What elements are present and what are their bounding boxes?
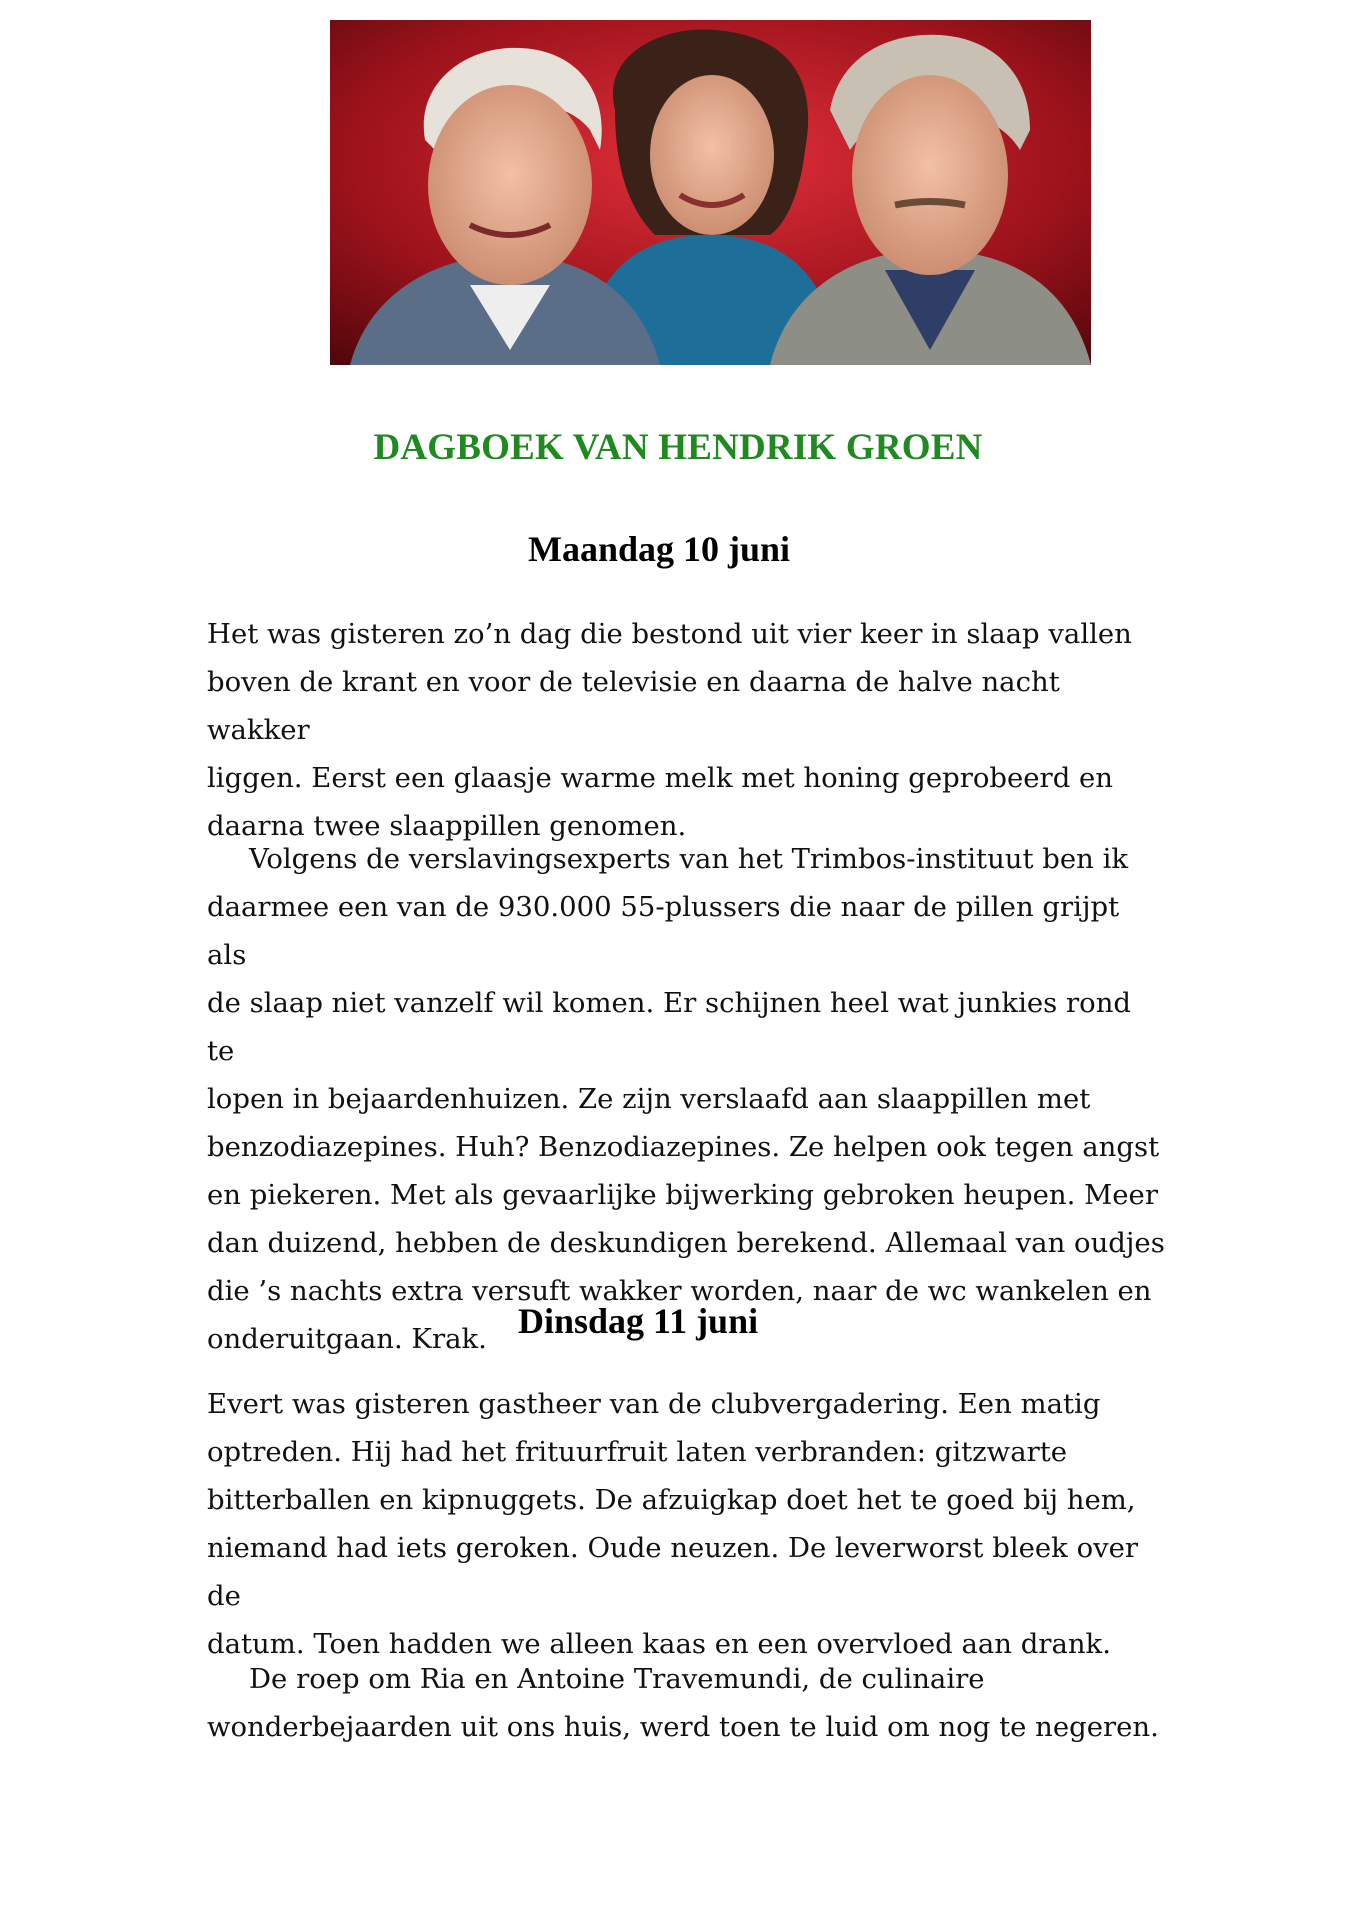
entry-paragraph: Het was gisteren zo’n dag die bestond uit vier keer in slaap vallen boven de krant en voor de televisie en daarna de halve nacht wakker liggen. Eerst een glaasje warme melk met honing geprobeerd en daarna twee slaappillen genomen. — [207, 618, 1132, 842]
document-title: DAGBOEK VAN HENDRIK GROEN — [373, 427, 983, 468]
entry-paragraph: Evert was gisteren gastheer van de clubvergadering. Een matig optreden. Hij had het frituurfruit laten verbranden: gitzwarte bitterballen en kipnuggets. De afzuigkap doet het te goed bij hem, niemand had iets geroken. Oude neuzen. De leverworst bleek over de datum. Toen hadden we alleen kaas en een overvloed aan drank. — [207, 1388, 1139, 1660]
header-photo — [330, 20, 1091, 365]
entry-paragraph: Volgens de verslavingsexperts van het Trimbos-instituut ben ik daarmee een van de 930.000 55-plussers die naar de pillen grijpt als de slaap niet vanzelf wil komen. Er schijnen heel wat junkies rond te lopen in bejaardenhuizen. Ze zijn verslaafd aan slaappillen met benzodiazepines. Huh? Benzodiazepines. Ze helpen ook tegen angst en piekeren. Met als gevaarlijke bijwerking gebroken heupen. Meer dan duizend, hebben de deskundigen berekend. Allemaal van oudjes die ’s nachts extra versuft wakker worden, naar de wc wankelen en onderuitgaan. Krak. — [207, 843, 1165, 1355]
entry-date: Dinsdag 11 juni — [518, 1301, 759, 1341]
entry-paragraph: De roep om Ria en Antoine Travemundi, de culinaire wonderbejaarden uit ons huis, werd toen te luid om nog te negeren. — [207, 1663, 1159, 1743]
entry-date: Maandag 10 juni — [528, 529, 791, 569]
portrait-image — [330, 20, 1091, 365]
